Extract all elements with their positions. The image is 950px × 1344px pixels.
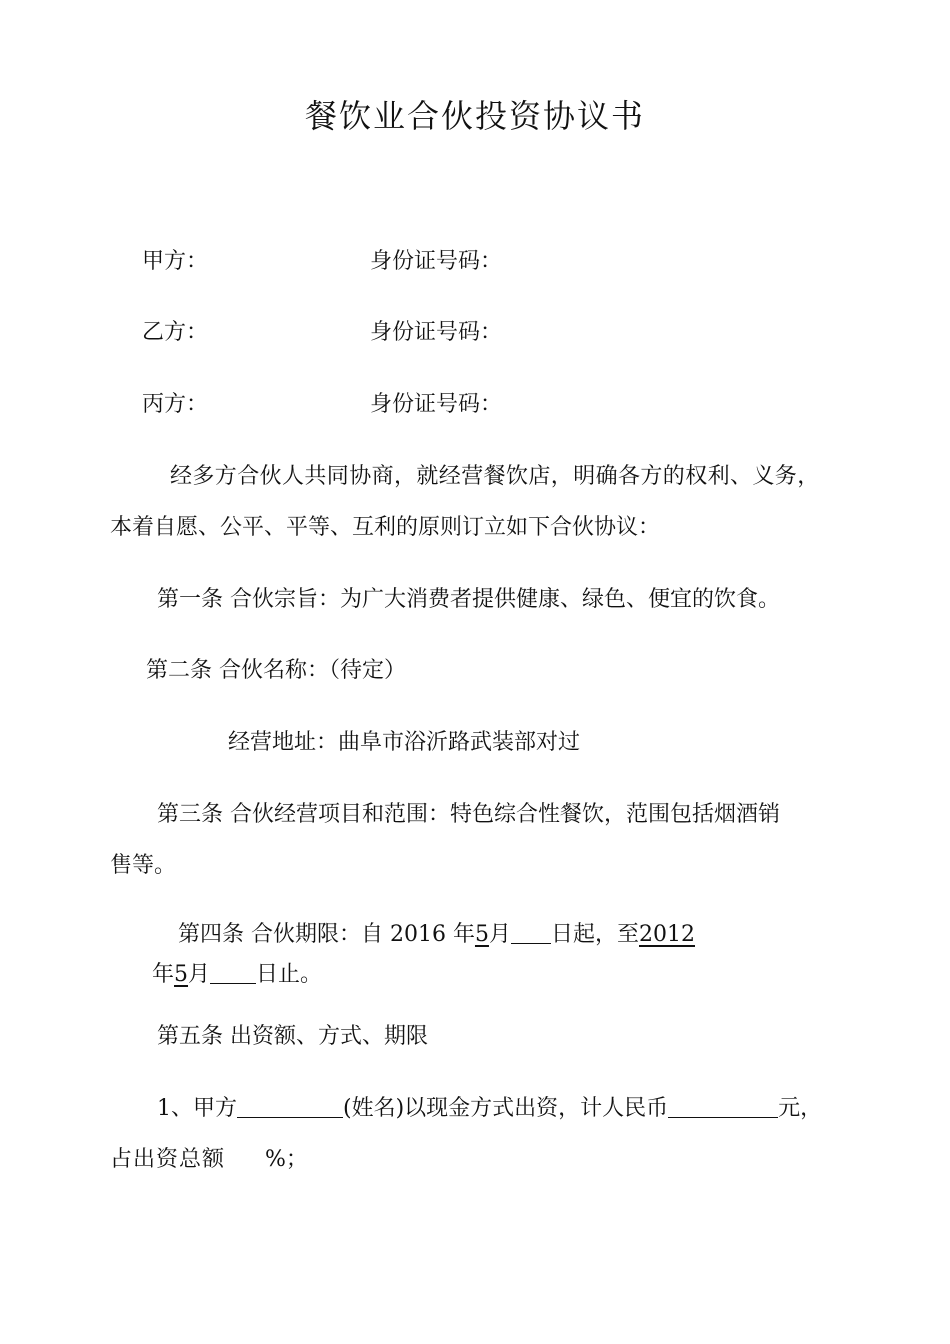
item-1-name-note: (姓名)以现金方式出资，计人民币 xyxy=(343,1096,669,1121)
party-c-id-label: 身份证号码： xyxy=(370,392,503,417)
month-unit-2: 月 xyxy=(188,962,211,987)
end-day-blank xyxy=(210,961,256,984)
amount-blank xyxy=(668,1095,778,1118)
intro-line-2: 本着自愿、公平、平等、互利的原则订立如下合伙协议： xyxy=(110,515,661,540)
article-4-line-2 xyxy=(152,960,322,990)
party-b-label: 乙方： xyxy=(142,320,209,345)
article-2: 第二条 合伙名称：（待定） xyxy=(146,658,406,683)
article-4-prefix: 第四条 合伙期限：自 2016 年 xyxy=(178,922,475,947)
party-b-id-label: 身份证号码： xyxy=(370,320,503,345)
item-1-line-2 xyxy=(110,1145,308,1175)
start-day-blank xyxy=(511,921,551,944)
month-unit: 月 xyxy=(488,922,511,947)
end-month: 5 xyxy=(174,962,189,987)
start-month: 5 xyxy=(474,922,489,947)
day-to-text: 日止。 xyxy=(256,962,323,987)
document-title: 餐饮业合伙投资协议书 xyxy=(304,97,645,135)
name-blank xyxy=(237,1095,343,1118)
share-label: 占出资总额 xyxy=(110,1147,226,1172)
end-year: 2012 xyxy=(639,922,695,947)
article-3-line-1: 第三条 合伙经营项目和范围：特色综合性餐饮，范围包括烟酒销 xyxy=(157,802,780,827)
business-address: 经营地址：曲阜市浴沂路武装部对过 xyxy=(228,730,581,755)
article-3-line-2: 售等。 xyxy=(110,853,177,878)
article-5: 第五条 出资额、方式、期限 xyxy=(157,1024,428,1049)
currency-unit: 元， xyxy=(778,1096,823,1121)
party-c-label: 丙方： xyxy=(142,392,209,417)
intro-line-1: 经多方合伙人共同协商，就经营餐饮店，明确各方的权利、义务， xyxy=(170,464,820,489)
year-unit: 年 xyxy=(152,962,175,987)
item-1-prefix: 1、甲方 xyxy=(157,1096,237,1121)
party-a-label: 甲方： xyxy=(142,249,209,274)
day-from-text: 日起，至 xyxy=(550,922,639,947)
article-1: 第一条 合伙宗旨：为广大消费者提供健康、绿色、便宜的饮食。 xyxy=(157,587,780,612)
percent-sign: %； xyxy=(265,1147,308,1172)
item-1-line-1 xyxy=(157,1094,822,1124)
party-a-id-label: 身份证号码： xyxy=(370,249,503,274)
article-4-line-1 xyxy=(178,920,695,950)
